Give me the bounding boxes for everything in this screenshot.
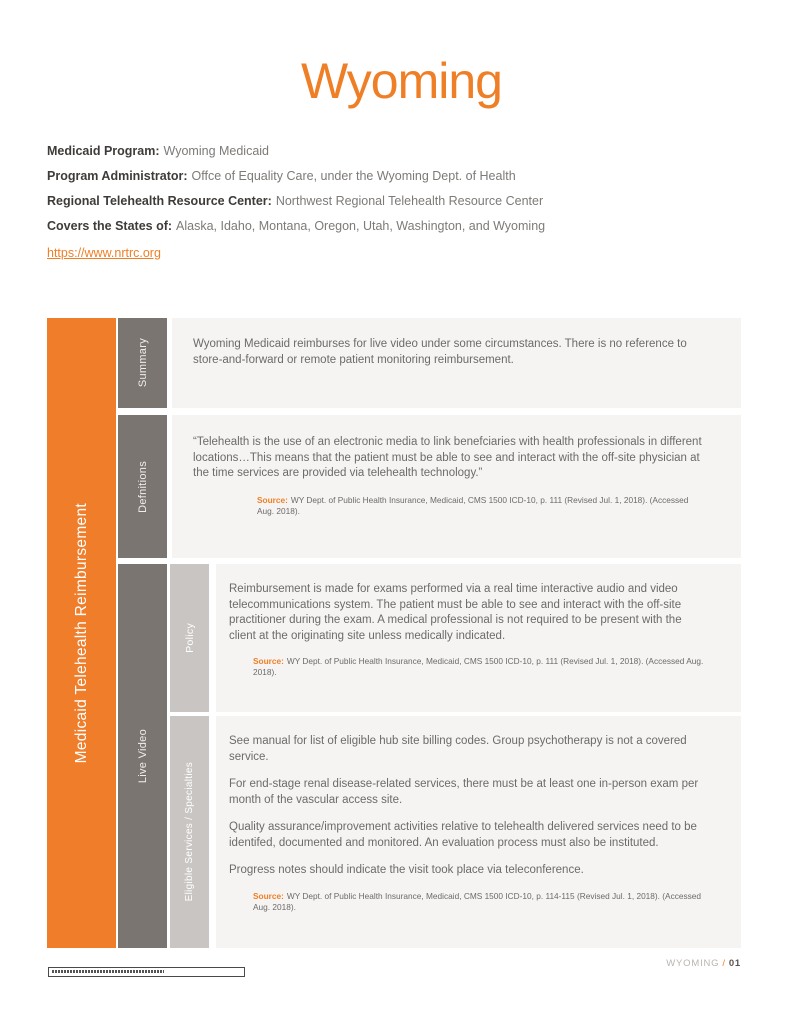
meta-value: Wyoming Medicaid (163, 144, 270, 158)
meta-value: Alaska, Idaho, Montana, Oregon, Utah, Washington, and Wyoming (176, 219, 546, 233)
footer-state-label: WYOMING (666, 958, 720, 969)
meta-label: Covers the States of: (47, 219, 173, 233)
eligible-paragraph: See manual for list of eligible hub site billing codes. Group psychotherapy is not a covered service. (229, 735, 687, 763)
definitions-text: “Telehealth is the use of an electronic media to link benefciaries with health professionals in different locations…This means that the patient must be able to see and interact with the off-site physician at the time services are provided via telehealth technology.” (193, 436, 702, 479)
tab-policy (170, 564, 209, 712)
source-label: Source: (253, 890, 284, 901)
summary-content (172, 318, 741, 408)
tab-eligible-services (170, 716, 209, 948)
tab-live-video (118, 564, 167, 948)
tab-policy-label: Policy (183, 623, 196, 653)
tab-summary-label: Summary (136, 338, 149, 388)
meta-block (47, 144, 707, 262)
page-title: Wyoming (301, 53, 502, 109)
tab-definitions (118, 415, 167, 558)
meta-label: Program Administrator: (47, 169, 188, 183)
definitions-source (257, 495, 703, 517)
meta-line-resource-center (47, 194, 707, 209)
tab-eligible-services-label: Eligible Services / Specialties (184, 762, 195, 902)
policy-source (253, 656, 705, 678)
eligible-paragraph: Quality assurance/improvement activities relative to telehealth delivered services need to be identifed, documented and monitored. An evaluation process must also be instituted. (229, 821, 697, 849)
meta-line-program-administrator (47, 169, 707, 184)
reimbursement-table (47, 318, 741, 948)
policy-text: Reimbursement is made for exams performed via a real time interactive audio and video telecommunications system. The patient must be able to see and interact with the off-site practitioner during the exam. A medical professional is not required to be present with the client at the originating site unless medically indicated. (229, 583, 682, 642)
tab-live-video-label: Live Video (136, 728, 149, 784)
source-label: Source: (257, 494, 288, 505)
eligible-services-content (216, 716, 741, 948)
footer-separator: / (722, 958, 726, 969)
page-footer (666, 958, 741, 969)
source-label: Source: (253, 656, 284, 666)
nrtrc-link[interactable]: https://www.nrtrc.org (47, 246, 161, 260)
eligible-paragraph: For end-stage renal disease-related services, there must be at least one in-person exam per month of the vascular access site. (229, 778, 699, 806)
footnote-box (48, 967, 245, 977)
micro-text-line (52, 970, 164, 973)
source-text: WY Dept. of Public Health Insurance, Medicaid, CMS 1500 ICD-10, p. 111 (Revised Jul. 1, 2018). (Accessed Aug. 2018). (257, 494, 689, 516)
tab-summary (118, 318, 167, 408)
category-sidebar (47, 318, 116, 948)
meta-line-covered-states (47, 219, 707, 234)
meta-line-medicaid-program (47, 144, 707, 159)
policy-content (216, 564, 741, 712)
eligible-source (253, 891, 705, 913)
source-text: WY Dept. of Public Health Insurance, Medicaid, CMS 1500 ICD-10, p. 114-115 (Revised Jul. 1, 2018). (Accessed Aug. 2018). (253, 890, 702, 912)
meta-value: Offce of Equality Care, under the Wyoming Dept. of Health (191, 169, 516, 183)
tab-definitions-label: Defnitions (136, 460, 149, 513)
eligible-paragraph: Progress notes should indicate the visit took place via teleconference. (229, 864, 584, 876)
meta-label: Regional Telehealth Resource Center: (47, 194, 272, 208)
footer-page-number: 01 (728, 958, 741, 969)
source-text: WY Dept. of Public Health Insurance, Medicaid, CMS 1500 ICD-10, p. 111 (Revised Jul. 1, 2018). (Accessed Aug. 2018). (253, 656, 704, 677)
meta-label: Medicaid Program: (47, 144, 160, 158)
definitions-content (172, 415, 741, 558)
summary-text: Wyoming Medicaid reimburses for live video under some circumstances. There is no reference to store-and-forward or remote patient monitoring reimbursement. (193, 338, 687, 366)
meta-value: Northwest Regional Telehealth Resource Center (275, 194, 544, 208)
category-label: Medicaid Telehealth Reimbursement (72, 502, 90, 764)
